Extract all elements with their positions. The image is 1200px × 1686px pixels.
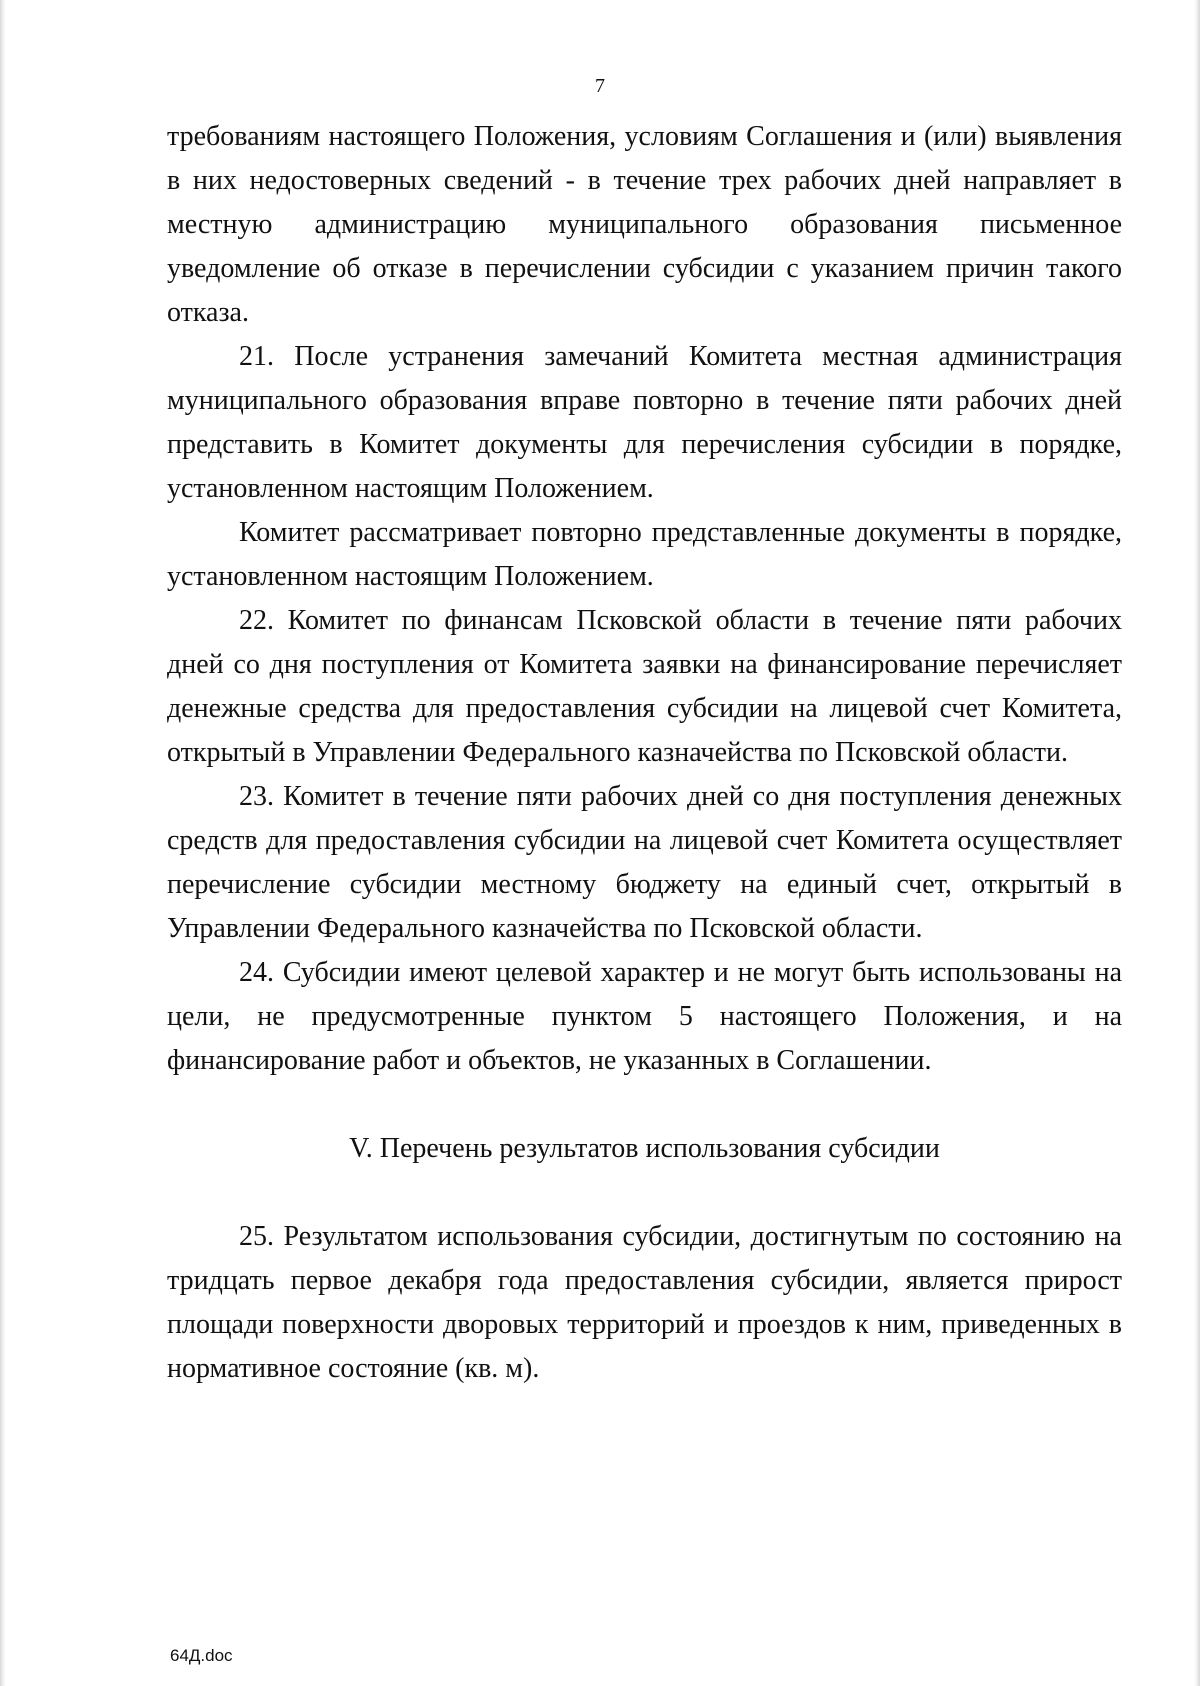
- paragraph-24: 24. Субсидии имеют целевой характер и не могут быть использованы на цели, не предусмотренные пунктом 5 настоящего Положения, и на финансирование работ и объектов, не указанных в Соглашении.: [167, 957, 1122, 1076]
- section-heading-v: V. Перечень результатов использования субсидии: [349, 1133, 940, 1164]
- page-number: 7: [595, 75, 605, 97]
- footer-filename: 64Д.doc: [170, 1646, 233, 1665]
- paragraph-25: 25. Результатом использования субсидии, достигнутым по состоянию на тридцать первое декабря года предоставления субсидии, является прирост площади поверхности дворовых территорий и проездов к ним, приведенных в нормативное состояние (кв. м).: [167, 1221, 1122, 1384]
- paragraph-23: 23. Комитет в течение пяти рабочих дней со дня поступления денежных средств для предоставления субсидии на лицевой счет Комитета осуществляет перечисление субсидии местному бюджету на единый счет, открытый в Управлении Федерального казначейства по Псковской области.: [167, 781, 1122, 944]
- paragraph-21-second: Комитет рассматривает повторно представленные документы в порядке, установленном настоящим Положением.: [167, 517, 1122, 592]
- scan-edge-left: [0, 0, 6, 1686]
- paragraph-22: 22. Комитет по финансам Псковской области в течение пяти рабочих дней со дня поступления от Комитета заявки на финансирование перечисляет денежные средства для предоставления субсидии на лицевой счет Комитета, открытый в Управлении Федерального казначейства по Псковской области.: [167, 605, 1122, 768]
- paragraph-continuation: требованиям настоящего Положения, условиям Соглашения и (или) выявления в них недостоверных сведений - в течение трех рабочих дней направляет в местную администрацию муниципального образования письменное уведомление об отказе в перечислении субсидии с указанием причин такого отказа.: [167, 121, 1122, 328]
- scan-edge-right: [1194, 0, 1200, 1686]
- document-body: [167, 115, 1122, 1391]
- paragraph-21: 21. После устранения замечаний Комитета местная администрация муниципального образования вправе повторно в течение пяти рабочих дней представить в Комитет документы для перечисления субсидии в порядке, установленном настоящим Положением.: [167, 341, 1122, 504]
